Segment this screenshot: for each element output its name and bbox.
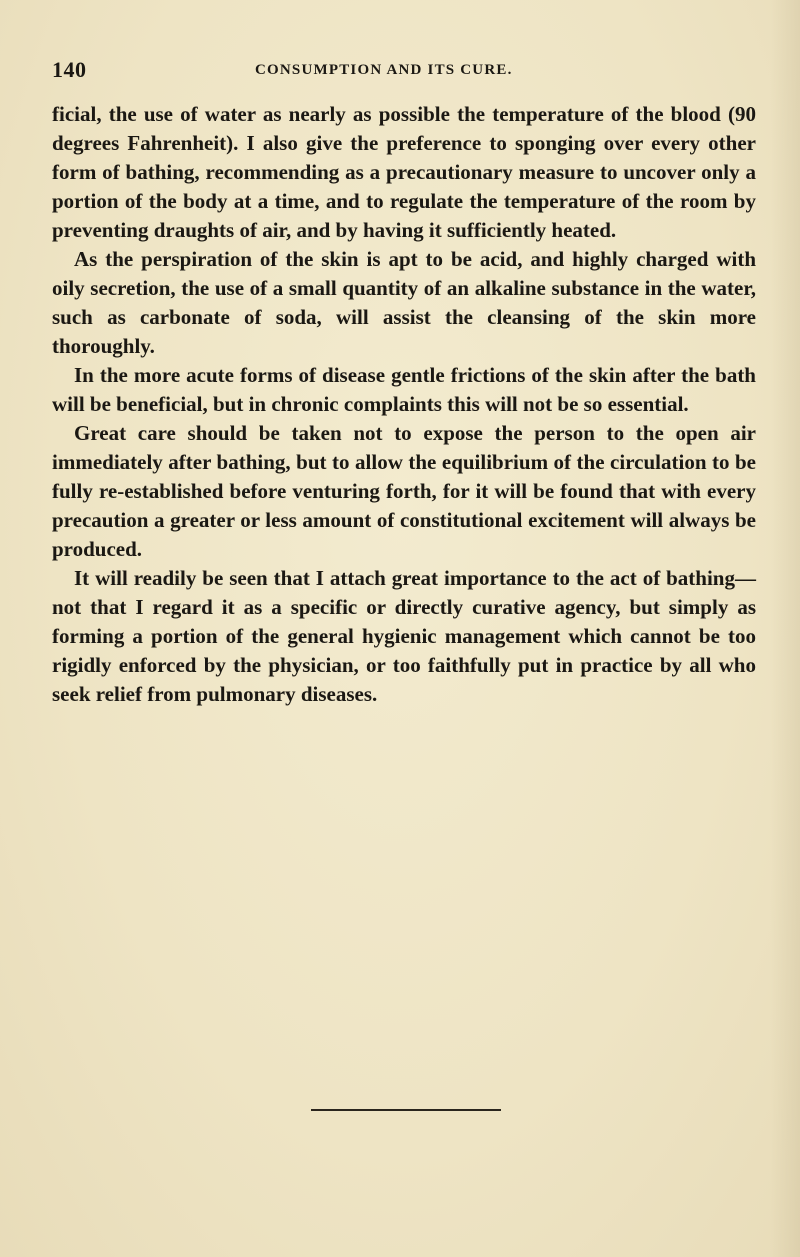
paragraph-perspiration: As the perspiration of the skin is apt to be acid, and highly charged with oily secretion, the use of a small quantity of an alkaline substance in the water, such as carbonate of soda, will assist the cleansing of the skin more thoroughly.	[52, 247, 756, 358]
paragraph-continued: ficial, the use of water as nearly as possible the temperature of the blood (90 degrees Fahrenheit). I also give the preference to sponging over every other form of bathing, recommending as a precautionary measure to uncover only a portion of the body at a time, and to regulate the temperature of the room by preventing draughts of air, and by having it sufficiently heated.	[52, 102, 756, 242]
page-edge-shadow	[770, 0, 800, 1257]
running-head	[52, 57, 752, 87]
section-end-rule	[311, 1109, 501, 1111]
running-title: CONSUMPTION AND ITS CURE.	[255, 62, 513, 78]
paragraph-importance: It will readily be seen that I attach great importance to the act of bathing—not that I regard it as a specific or directly curative agency, but simply as forming a portion of the general hygienic management which cannot be too rigidly enforced by the physician, or too faithfully put in practice by all who seek relief from pulmonary diseases.	[52, 566, 756, 706]
paragraph-frictions: In the more acute forms of disease gentle frictions of the skin after the bath will be beneficial, but in chronic complaints this will not be so essential.	[52, 363, 756, 416]
paragraph-open-air: Great care should be taken not to expose the person to the open air immediately after bathing, but to allow the equilibrium of the circulation to be fully re-established before venturing forth, for it will be found that with every precaution a greater or less amount of constitutional excitement will always be produced.	[52, 421, 756, 561]
page-number: 140	[52, 57, 87, 82]
body-text	[52, 100, 756, 709]
